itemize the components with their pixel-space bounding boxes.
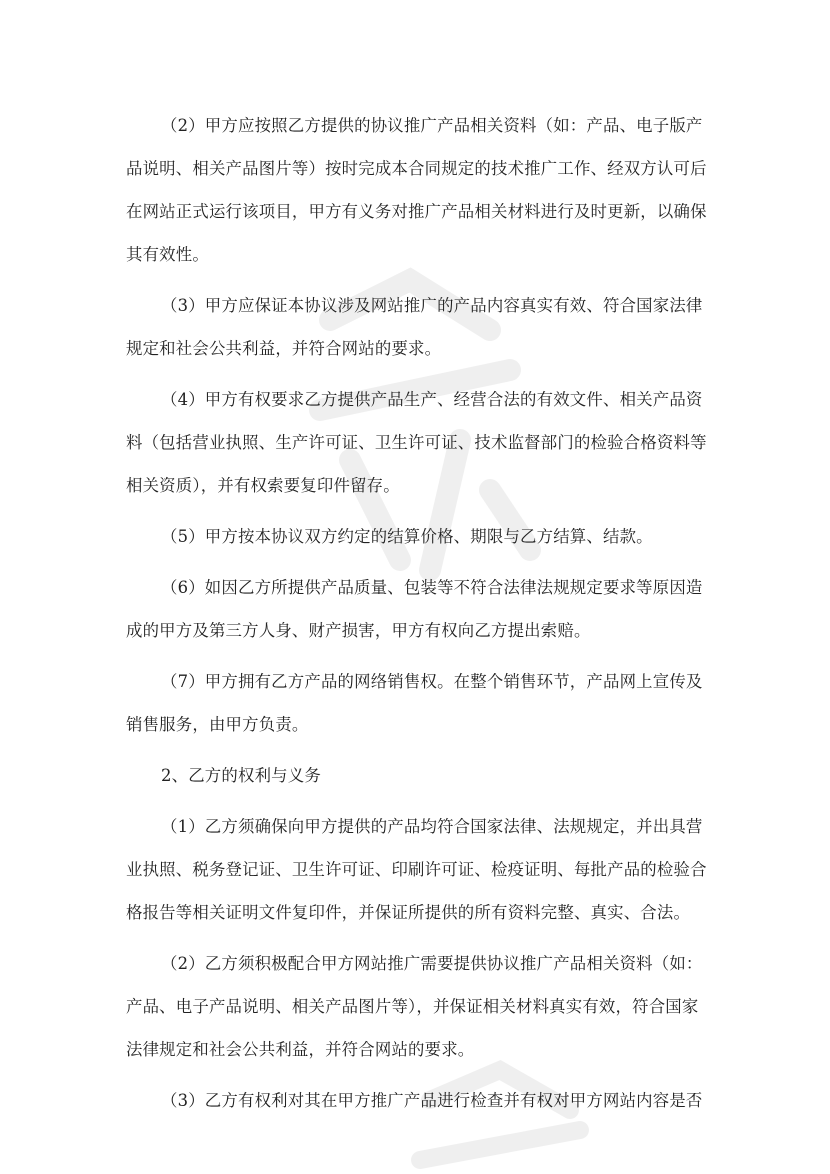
paragraph-party-a-item-6 — [126, 566, 708, 652]
text-line: 其有效性。 — [126, 245, 209, 264]
text-line: 品说明、相关产品图片等）按时完成本合同规定的技术推广工作、经双方认可后 — [126, 159, 707, 178]
section-heading-party-b — [126, 754, 708, 797]
text-line: 在网站正式运行该项目，甲方有义务对推广产品相关材料进行及时更新，以确保 — [126, 202, 707, 221]
text-line: （2）乙方须积极配合甲方网站推广需要提供协议推广产品相关资料（如： — [161, 954, 703, 973]
paragraph-party-b-item-1 — [126, 805, 708, 934]
paragraph-party-a-item-4 — [126, 378, 708, 507]
paragraph-party-a-item-7 — [126, 660, 708, 746]
text-line: （2）甲方应按照乙方提供的协议推广产品相关资料（如：产品、电子版产 — [161, 116, 703, 135]
text-line: （5）甲方按本协议双方约定的结算价格、期限与乙方结算、结款。 — [161, 527, 653, 546]
text-line: 规定和社会公共利益，并符合网站的要求。 — [126, 339, 442, 358]
text-line: （4）甲方有权要求乙方提供产品生产、经营合法的有效文件、相关产品资 — [161, 390, 703, 409]
text-line: 产品、电子产品说明、相关产品图片等），并保证相关材料真实有效，符合国家 — [126, 997, 699, 1016]
paragraph-party-a-item-5 — [126, 515, 708, 558]
text-line: 相关资质），并有权索要复印件留存。 — [126, 476, 400, 495]
text-line: （3）甲方应保证本协议涉及网站推广的产品内容真实有效、符合国家法律 — [161, 296, 703, 315]
text-line: （3）乙方有权利对其在甲方推广产品进行检查并有权对甲方网站内容是否 — [161, 1091, 703, 1110]
paragraph-party-b-item-3 — [126, 1079, 708, 1122]
text-line: 成的甲方及第三方人身、财产损害，甲方有权向乙方提出索赔。 — [126, 621, 591, 640]
paragraph-party-a-item-2 — [126, 104, 708, 276]
paragraph-party-b-item-2 — [126, 942, 708, 1071]
paragraph-party-a-item-3 — [126, 284, 708, 370]
text-line: 料（包括营业执照、生产许可证、卫生许可证、技术监督部门的检验合格资料等 — [126, 433, 707, 452]
text-line: 法律规定和社会公共利益，并符合网站的要求。 — [126, 1040, 475, 1059]
text-line: 业执照、税务登记证、卫生许可证、印刷许可证、检疫证明、每批产品的检验合 — [126, 860, 707, 879]
text-line: （7）甲方拥有乙方产品的网络销售权。在整个销售环节，产品网上宣传及 — [161, 672, 703, 691]
document-body — [126, 104, 708, 1130]
text-line: 销售服务，由甲方负责。 — [126, 715, 309, 734]
text-line: （6）如因乙方所提供产品质量、包装等不符合法律法规规定要求等原因造 — [161, 578, 703, 597]
text-line: 格报告等相关证明文件复印件，并保证所提供的所有资料完整、真实、合法。 — [126, 903, 691, 922]
text-line: （1）乙方须确保向甲方提供的产品均符合国家法律、法规规定，并出具营 — [161, 817, 703, 836]
section-heading: 2、乙方的权利与义务 — [161, 766, 321, 785]
